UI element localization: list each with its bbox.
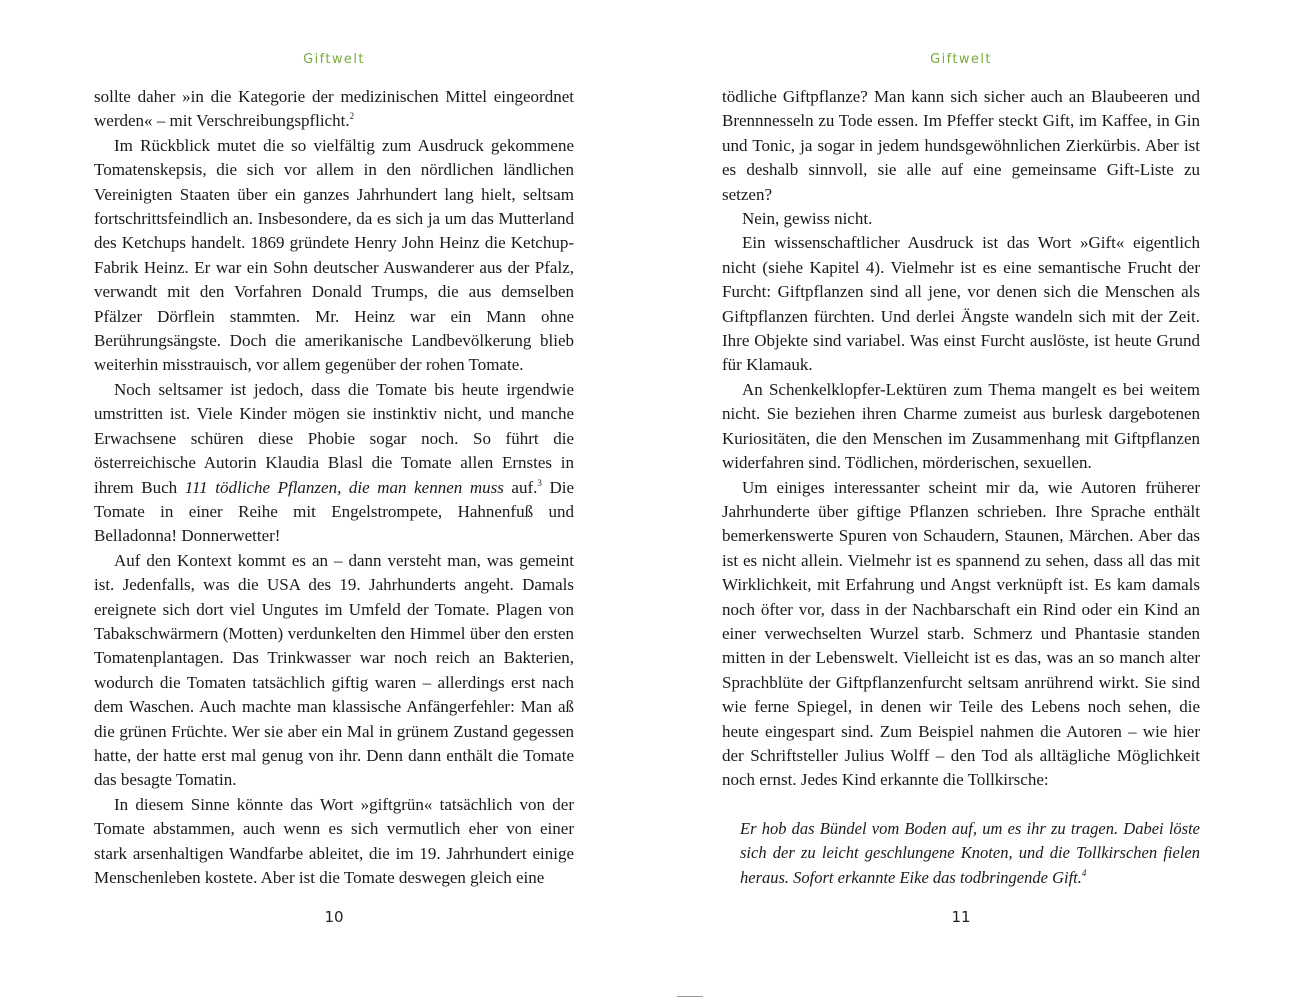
paragraph [94, 85, 574, 134]
spine-divider [677, 996, 703, 997]
paragraph: Nein, gewiss nicht. [742, 209, 873, 229]
paragraph-text: Noch seltsamer ist jedoch, dass die Tomate bis heute irgendwie umstritten ist. Viele Kinder mögen sie instinktiv nicht, und manche Erwachsene schüren diese Phobie sogar noch. So führt die österreichische Autorin Klaudia Blasl die Tomate allen Ernstes in ihrem Buch [94, 379, 574, 497]
paragraph-text: sollte daher »in die Kategorie der medizinischen Mittel eingeordnet werden« – mit Verschreibungspflicht. [94, 87, 574, 131]
paragraph: Auf den Kontext kommt es an – dann versteht man, was gemeint ist. Jedenfalls, was die USA des 19. Jahrhunderts angeht. Damals ereignete sich dort viel Ungutes im Umfeld der Tomate. Plagen von Tabakschwärmern (Motten) verdunkelten den Himmel über den ersten Tomatenplantagen. Das Trinkwasser war noch reich an Bakterien, wodurch die Tomaten tatsächlich giftig waren – allerdings erst nach dem Waschen. Auch machte man klassische Anfängerfehler: Man aß die grünen Früchte. Wer sie aber ein Mal in grünem Zustand gegessen hatte, der hatte erst mal genug von ihr. Denn dann enthält die Tomate das besagte Tomatin. [94, 550, 574, 790]
body-text [722, 85, 1200, 890]
book-title: 111 tödliche Pflanzen, die man kennen muss [184, 477, 504, 497]
paragraph [94, 378, 574, 549]
quote-text: Er hob das Bündel vom Boden auf, um es ihr zu tragen. Dabei löste sich der zu leicht geschlungene Knoten, und die Tollkirschen fielen heraus. Sofort erkannte Eike das todbringende Gift. [740, 818, 1200, 887]
page-number: 11 [951, 908, 971, 926]
running-head: Giftwelt [930, 52, 992, 67]
paragraph-text: Die Tomate in einer Reihe mit Engelstrompete, Hahnenfuß und Belladonna! Donnerwetter! [94, 477, 575, 546]
paragraph: Im Rückblick mutet die so vielfältig zum Ausdruck gekommene Tomatenskepsis, die sich vor allem in den nördlichen ländlichen Vereinigten Staaten über ein ganzes Jahrhundert lang hielt, seltsam fortschrittsfeindlich an. Insbesondere, da es sich ja um das Mutterland des Ketchups handelt. 1869 gründete Henry John Heinz die Ketchup-Fabrik Heinz. Er war ein Sohn deutscher Auswanderer aus der Pfalz, verwandt mit den Vorfahren Donald Trumps, die aus demselben Pfälzer Dörflein stammten. Mr. Heinz war ein Mann ohne Berührungsängste. Doch die amerikanische Landbevölkerung blieb weiterhin misstrauisch, vor allem gegenüber der rohen Tomate. [94, 135, 574, 375]
paragraph-text: auf. [503, 477, 538, 497]
paragraph: tödliche Giftpflanze? Man kann sich sicher auch an Blaubeeren und Brennnesseln zu Tode essen. Im Pfeffer steckt Gift, im Kaffee, in Gin und Tonic, ja sogar in jedem hundsgewöhnlichen Zierkürbis. Aber ist es deshalb sinnvoll, sie alle auf eine gemeinsame Gift-Liste zu setzen? [722, 87, 1200, 204]
paragraph: An Schenkelklopfer-Lektüren zum Thema mangelt es bei weitem nicht. Sie beziehen ihren Charme zumeist aus burlesk dargebotenen Kuriositäten, die den Menschen im Zusammenhang mit Giftpflanzen widerfahren sind. Tödlichen, mörderischen, sexuellen. [722, 379, 1200, 473]
right-page [722, 0, 1200, 1000]
running-head: Giftwelt [303, 52, 365, 67]
block-quote [740, 817, 1200, 890]
left-page [94, 0, 574, 1000]
body-text [94, 85, 574, 890]
paragraph: Ein wissenschaftlicher Ausdruck ist das Wort »Gift« eigentlich nicht (siehe Kapitel 4). Vielmehr ist es eine semantische Frucht der Furcht: Giftpflanzen sind all jene, vor denen sich die Menschen als Giftpflanzen fürchten. Und derlei Ängste wandeln sich mit der Zeit. Ihre Objekte sind variabel. Was einst Furcht auslöste, ist heute Grund für Klamauk. [722, 233, 1200, 375]
footnote-marker: 3 [537, 477, 542, 488]
page-number: 10 [324, 908, 344, 926]
paragraph: Um einiges interessanter scheint mir da, wie Autoren früherer Jahrhunderte über giftige Pflanzen schrieben. Ihre Sprache enthält bemerkenswerte Spuren von Schaudern, Staunen, Märchen. Aber das ist es nicht allein. Vielmehr ist es spannend zu sehen, dass all das mit Wirklichkeit, mit Erfahrung und Angst verknüpft ist. Es kam damals noch öfter vor, dass in der Nachbarschaft ein Rind oder ein Kind an einer verwechselten Wurzel starb. Schmerz und Phantasie standen mitten in der Lebenswelt. Vielleicht ist es das, was an so manch alter Sprachblüte der Giftpflanzenfurcht seltsam anrührend wirkt. Sie sind wie ferne Spiegel, in denen wir Teile des Lebens noch sehen, die heute eingespart sind. Zum Beispiel nahmen die Autoren – wie hier der Schriftsteller Julius Wolff – den Tod als alltägliche Möglichkeit noch ernst. Jedes Kind erkannte die Tollkirsche: [722, 477, 1200, 790]
footnote-marker: 2 [349, 111, 355, 122]
paragraph: In diesem Sinne könnte das Wort »giftgrün« tatsächlich von der Tomate abstammen, auch wenn es sich vermutlich eher von einer stark arsenhaltigen Wandfarbe ableitet, die im 19. Jahrhundert einige Menschenleben kostete. Aber ist die Tomate deswegen gleich eine [94, 794, 574, 887]
footnote-marker: 4 [1081, 867, 1087, 878]
